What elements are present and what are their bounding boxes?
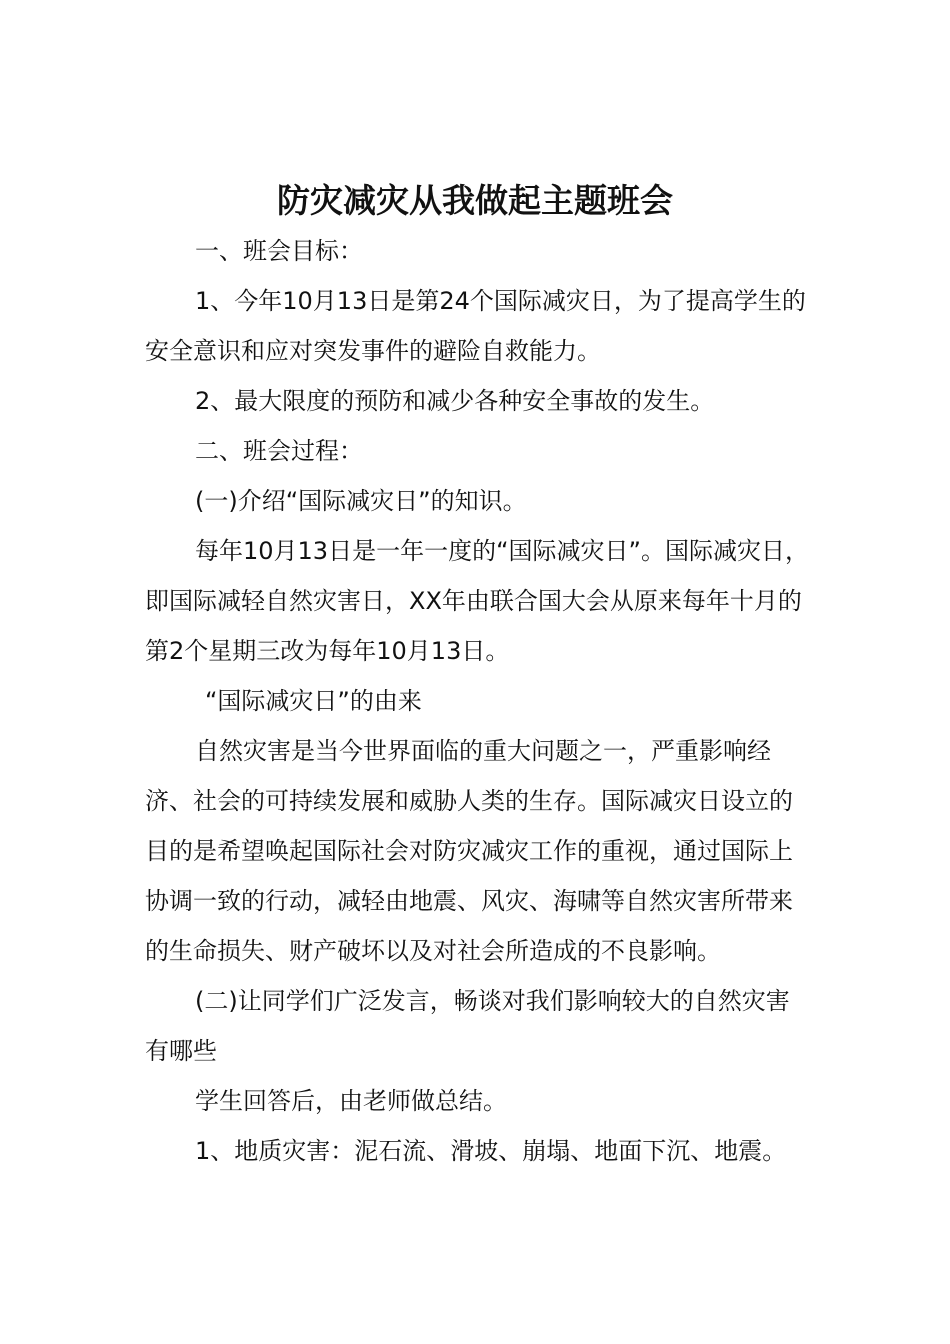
- section-heading-goals: 一、班会目标：: [195, 237, 363, 265]
- section-heading-process: 二、班会过程：: [195, 437, 363, 465]
- paragraph-teacher-summary: 学生回答后，由老师做总结。: [195, 1087, 507, 1115]
- process-step-1-heading: (一)介绍“国际减灾日”的知识。: [195, 487, 527, 515]
- summary-item-1: 1、地质灾害：泥石流、滑坡、崩塌、地面下沉、地震。: [195, 1137, 787, 1165]
- process-step-2-heading: (二)让同学们广泛发言，畅谈对我们影响较大的自然灾害有哪些: [145, 987, 790, 1065]
- document-title: 防灾减灾从我做起主题班会: [277, 181, 673, 220]
- paragraph-disaster-day-intro: 每年10月13日是一年一度的“国际减灾日”。国际减灾日，即国际减轻自然灾害日，XX年由联合国大会从原来每年十月的第2个星期三改为每年10月13日。: [145, 537, 809, 665]
- subheading-origin: “国际减灾日”的由来: [205, 687, 422, 715]
- goal-item-2: 2、最大限度的预防和减少各种安全事故的发生。: [195, 387, 715, 415]
- goal-item-1: 1、今年10月13日是第24个国际减灾日，为了提高学生的安全意识和应对突发事件的避险自救能力。: [145, 287, 806, 365]
- document-body: [145, 226, 813, 1176]
- paragraph-origin: 自然灾害是当今世界面临的重大问题之一，严重影响经济、社会的可持续发展和威胁人类的生存。国际减灾日设立的目的是希望唤起国际社会对防灾减灾工作的重视，通过国际上协调一致的行动，减轻由地震、风灾、海啸等自然灾害所带来的生命损失、财产破坏以及对社会所造成的不良影响。: [145, 737, 793, 965]
